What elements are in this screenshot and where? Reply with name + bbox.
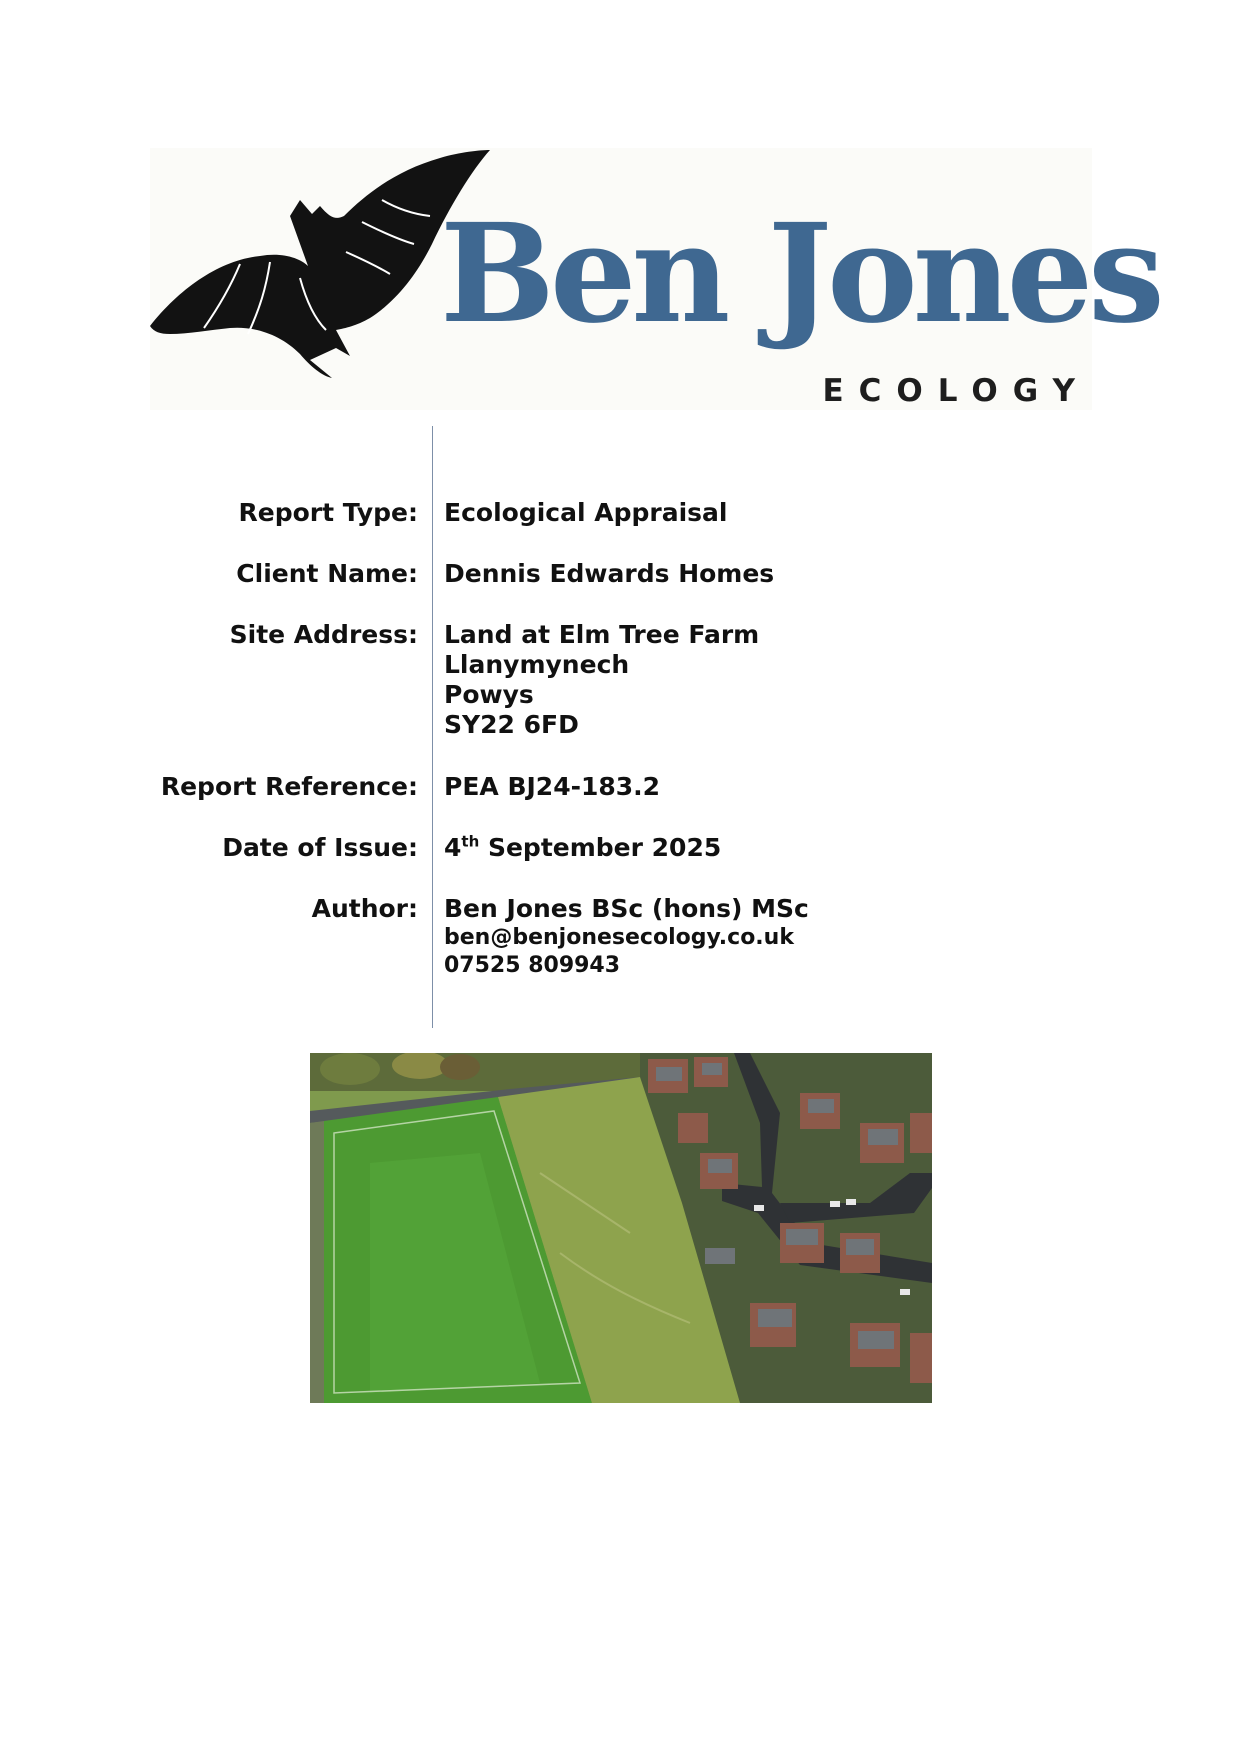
date-of-issue-value bbox=[444, 833, 721, 863]
company-logo bbox=[150, 148, 1160, 410]
site-address-value bbox=[444, 620, 759, 740]
address-line-4: SY22 6FD bbox=[444, 710, 579, 739]
address-line-3: Powys bbox=[444, 680, 534, 709]
site-address-label: Site Address: bbox=[229, 620, 418, 649]
address-line-1: Land at Elm Tree Farm bbox=[444, 620, 760, 649]
report-type-value: Ecological Appraisal bbox=[444, 498, 728, 527]
vertical-divider bbox=[432, 426, 433, 1028]
report-reference-value: PEA BJ24-183.2 bbox=[444, 772, 661, 801]
date-of-issue-label: Date of Issue: bbox=[222, 833, 418, 862]
brand-name: Ben Jones bbox=[440, 194, 1160, 354]
address-line-2: Llanymynech bbox=[444, 650, 630, 679]
author-name: Ben Jones BSc (hons) MSc bbox=[444, 894, 809, 923]
report-type-label: Report Type: bbox=[238, 498, 418, 527]
aerial-site-photo bbox=[310, 1053, 932, 1403]
author-label: Author: bbox=[311, 894, 418, 923]
client-name-label: Client Name: bbox=[236, 559, 418, 588]
report-reference-label: Report Reference: bbox=[160, 772, 418, 801]
date-rest: September 2025 bbox=[479, 833, 722, 862]
author-phone: 07525 809943 bbox=[444, 953, 621, 978]
author-value bbox=[444, 894, 809, 980]
brand-subtitle: ECOLOGY bbox=[822, 373, 1090, 409]
author-email: ben@benjonesecology.co.uk bbox=[444, 925, 794, 950]
date-day: 4 bbox=[444, 833, 462, 862]
date-suffix: th bbox=[461, 832, 480, 851]
client-name-value: Dennis Edwards Homes bbox=[444, 559, 775, 588]
